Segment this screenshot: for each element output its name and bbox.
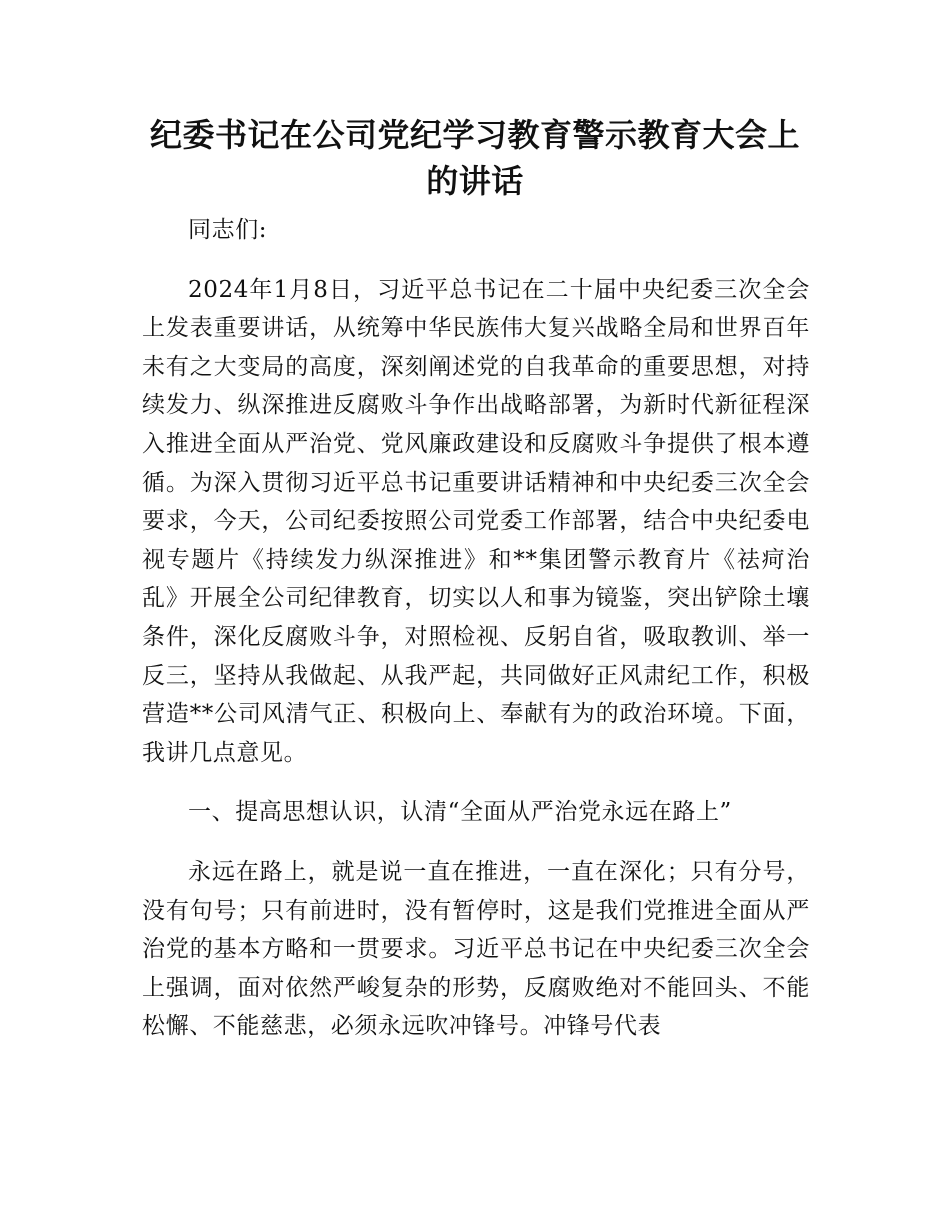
document-title (120, 112, 830, 204)
section-heading-1: 一、提高思想认识，认清“全面从严治党永远在路上” (188, 799, 732, 826)
document-body (142, 211, 810, 1046)
intro-paragraph: 2024年1月8日，习近平总书记在二十届中央纪委三次全会上发表重要讲话，从统筹中华民族伟大复兴战略全局和世界百年未有之大变局的高度，深刻阐述党的自我革命的重要思想，对持续发力、纵深推进反腐败斗争作出战略部署，为新时代新征程深入推进全面从严治党、党风廉政建设和反腐败斗争提供了根本遵循。为深入贯彻习近平总书记重要讲话精神和中央纪委三次全会要求，今天，公司纪委按照公司党委工作部署，结合中央纪委电视专题片《持续发力纵深推进》和**集团警示教育片《祛疴治乱》开展全公司纪律教育，切实以人和事为镜鉴，突出铲除土壤条件，深化反腐败斗争，对照检视、反躬自省，吸取教训、举一反三，坚持从我做起、从我严起，共同做好正风肃纪工作，积极营造**公司风清气正、积极向上、奉献有为的政治环境。下面，我讲几点意见。 (142, 276, 810, 766)
title-line-1: 纪委书记在公司党纪学习教育警示教育大会上 (149, 116, 800, 154)
section-1-paragraph: 永远在路上，就是说一直在推进，一直在深化；只有分号，没有句号；只有前进时，没有暂停时，这是我们党推进全面从严治党的基本方略和一贯要求。习近平总书记在中央纪委三次全会上强调，面对依然严峻复杂的形势，反腐败绝对不能回头、不能松懈、不能慈悲，必须永远吹冲锋号。冲锋号代表 (142, 858, 810, 1040)
salutation: 同志们: (188, 217, 268, 243)
title-line-2: 的讲话 (426, 162, 524, 200)
